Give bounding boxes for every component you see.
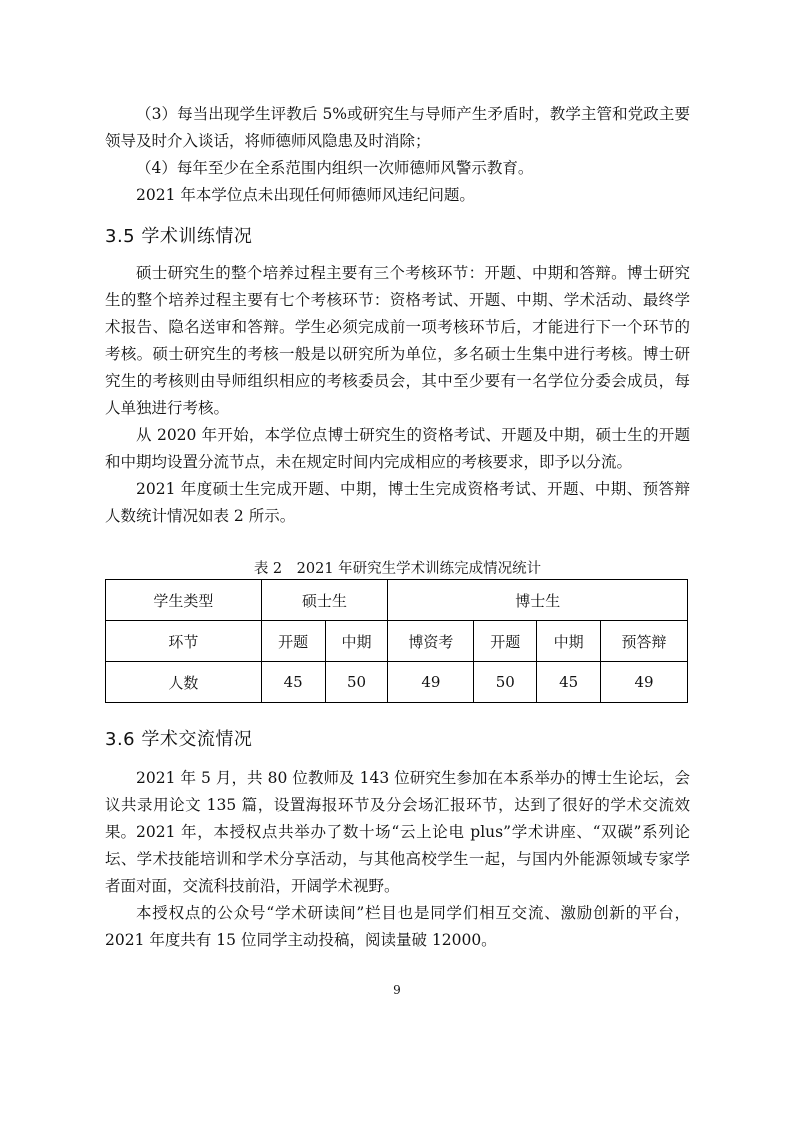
page-number: 9	[393, 983, 401, 997]
table-cell: 50	[474, 662, 537, 703]
paragraph-mentor-conflict: （3）每当出现学生评教后 5%或研究生与导师产生矛盾时，教学主管和党政主要领导及时介入谈话，将师德师风隐患及时消除；	[105, 105, 690, 150]
table-cell: 开题	[474, 621, 537, 662]
paragraph-lectures: 2021 年，本授权点共举办了数十场“云上论电 plus”学术讲座、“双碳”系列论坛、学术技能培训和学术分享活动，与其他高校学生一起，与国内外能源领域专家学者面对面，交流科技前沿，开阔学术视野。	[105, 823, 690, 895]
section-heading-3-5: 3.5 学术训练情况	[105, 226, 253, 247]
table-caption: 表 2 2021 年研究生学术训练完成情况统计	[253, 561, 542, 577]
table-cell: 49	[388, 662, 474, 703]
table-row	[106, 662, 688, 703]
table-cell: 预答辩	[601, 621, 688, 662]
table-cell: 中期	[537, 621, 601, 662]
table-cell: 50	[325, 662, 388, 703]
table-cell: 45	[261, 662, 325, 703]
paragraph-warning-education: （4）每年至少在全系范围内组织一次师德师风警示教育。	[136, 159, 534, 177]
table-row	[106, 621, 688, 662]
table-cell: 开题	[261, 621, 325, 662]
paragraph-diversion-nodes: 从 2020 年开始，本学位点博士研究生的资格考试、开题及中期，硕士生的开题和中期均设置分流节点，未在规定时间内完成相应的考核要求，即予以分流。	[105, 426, 690, 471]
paragraph-statistics-intro: 2021 年度硕士生完成开题、中期，博士生完成资格考试、开题、中期、预答辩人数统计情况如表 2 所示。	[105, 480, 690, 525]
table-cell: 博资考	[388, 621, 474, 662]
paragraph-wechat-column: 本授权点的公众号“学术研读间”栏目也是同学们相互交流、激励创新的平台，2021 年度共有 15 位同学主动投稿，阅读量破 12000。	[105, 904, 690, 949]
section-heading-3-6: 3.6 学术交流情况	[105, 729, 253, 750]
table-row	[106, 580, 688, 621]
table-header-cell: 博士生	[388, 580, 688, 621]
paragraph-assessment-stages: 硕士研究生的整个培养过程主要有三个考核环节：开题、中期和答辩。博士研究生的整个培养过程主要有七个考核环节：资格考试、开题、中期、学术活动、最终学术报告、隐名送审和答辩。学生必须完成前一项考核环节后，才能进行下一个环节的考核。硕士研究生的考核一般是以研究所为单位，多名硕士生集中进行考核。博士研究生的考核则由导师组织相应的考核委员会，其中至少要有一名学位分委会成员，每人单独进行考核。	[105, 264, 690, 417]
training-statistics-table	[105, 579, 688, 703]
table-header-cell: 硕士生	[261, 580, 388, 621]
table-cell: 45	[537, 662, 601, 703]
table-cell: 人数	[106, 662, 262, 703]
table-cell: 中期	[325, 621, 388, 662]
table-cell: 49	[601, 662, 688, 703]
paragraph-no-violations: 2021 年本学位点未出现任何师德师风违纪问题。	[136, 186, 475, 204]
table-header-cell: 学生类型	[106, 580, 262, 621]
paragraph-doctoral-forum: 2021 年 5 月，共 80 位教师及 143 位研究生参加在本系举办的博士生论坛，会议共录用论文 135 篇，设置海报环节及分会场汇报环节，达到了很好的学术交流效果。	[105, 769, 690, 841]
table-cell: 环节	[106, 621, 262, 662]
